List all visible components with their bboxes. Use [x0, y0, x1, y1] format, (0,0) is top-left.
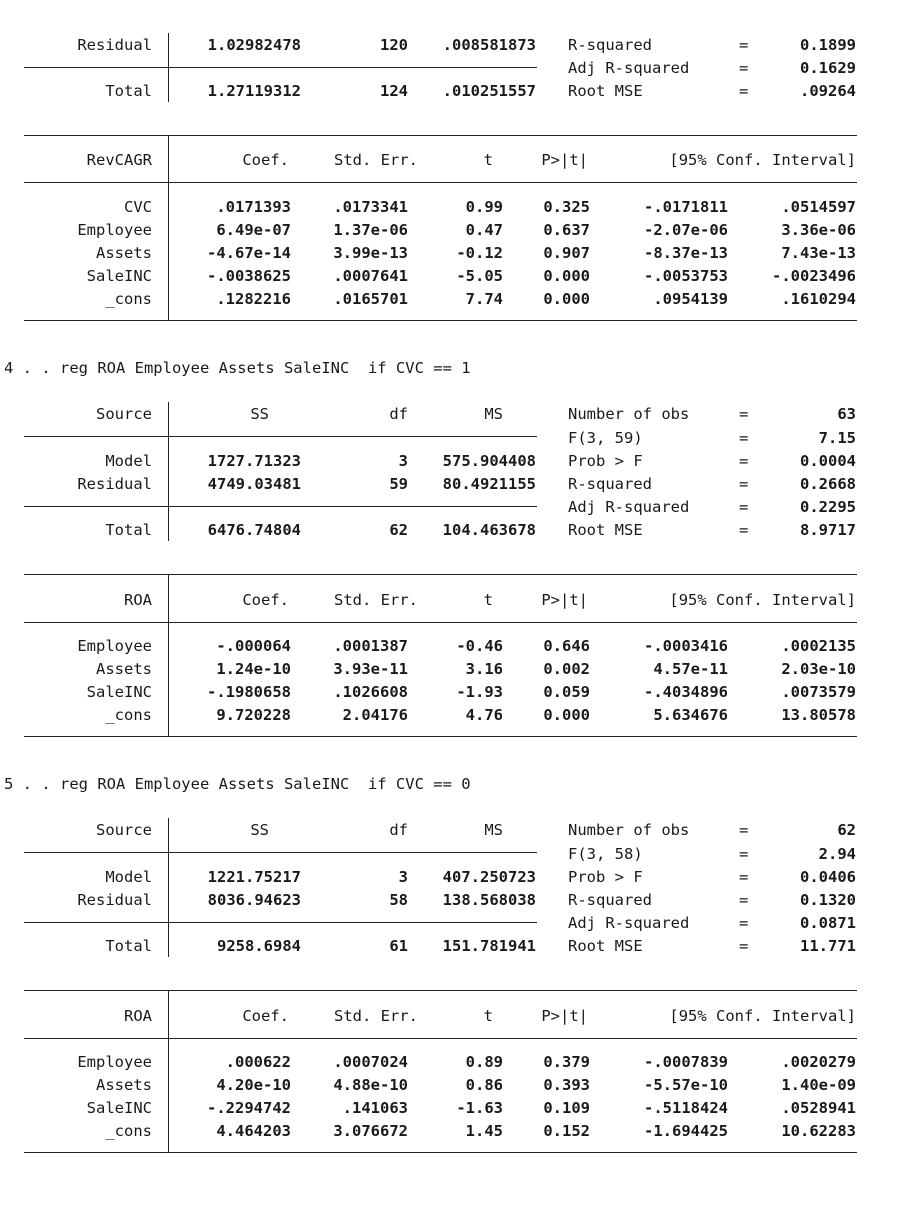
coef-header-coef: Coef.	[242, 1007, 289, 1025]
model-stat-value: 2.94	[818, 845, 856, 863]
ci-upper-value: 13.80578	[781, 706, 856, 724]
model-stat-equals: =	[739, 82, 749, 100]
ci-lower-value: 4.57e-11	[653, 660, 728, 678]
coef-value: .1282216	[216, 290, 291, 308]
stderr-value: .0007641	[333, 267, 408, 285]
t-value: 0.99	[465, 198, 503, 216]
model-stat-value: 7.15	[818, 429, 856, 447]
anova-ms-value: .008581873	[442, 36, 536, 54]
coef-header-depvar: ROA	[124, 591, 152, 609]
p-value: 0.000	[543, 267, 590, 285]
t-value: -5.05	[456, 267, 503, 285]
anova-df-value: 120	[380, 36, 408, 54]
anova-ss-value: 1221.75217	[207, 868, 301, 886]
anova-ss-value: 8036.94623	[207, 891, 301, 909]
command-line: 5 . . reg ROA Employee Assets SaleINC if CVC == 0	[4, 775, 471, 793]
anova-ms-value: .010251557	[442, 82, 536, 100]
coef-row-varname: SaleINC	[86, 683, 152, 701]
ci-lower-value: -.0007839	[644, 1053, 728, 1071]
coef-value: 6.49e-07	[216, 221, 291, 239]
model-stat-equals: =	[739, 405, 749, 423]
anova-header-ss: SS	[250, 821, 269, 839]
anova-divider-line	[24, 436, 537, 437]
t-value: 1.45	[465, 1122, 503, 1140]
coef-row-varname: SaleINC	[86, 1099, 152, 1117]
anova-df-value: 124	[380, 82, 408, 100]
model-stat-equals: =	[739, 891, 749, 909]
coef-table-bottom-line	[24, 320, 857, 321]
model-stat-label: Prob > F	[568, 868, 643, 886]
anova-header-source: Source	[96, 821, 152, 839]
ci-lower-value: -.0171811	[644, 198, 728, 216]
coef-value: 1.24e-10	[216, 660, 291, 678]
model-stat-label: Number of obs	[568, 821, 690, 839]
coef-value: 4.20e-10	[216, 1076, 291, 1094]
model-stat-value: 0.0004	[800, 452, 856, 470]
anova-df-value: 3	[398, 452, 408, 470]
model-stat-value: 0.0871	[800, 914, 856, 932]
model-stat-value: 0.1629	[800, 59, 856, 77]
stderr-value: 3.076672	[333, 1122, 408, 1140]
coef-row-varname: CVC	[124, 198, 152, 216]
model-stat-value: 63	[837, 405, 856, 423]
model-stat-equals: =	[739, 868, 749, 886]
ci-lower-value: -.0053753	[644, 267, 728, 285]
coef-column-separator	[168, 574, 169, 736]
coef-value: .0171393	[216, 198, 291, 216]
coef-row-varname: Employee	[77, 1053, 152, 1071]
anova-ss-value: 9258.6984	[217, 937, 301, 955]
t-value: -0.46	[456, 637, 503, 655]
model-stat-value: 0.2295	[800, 498, 856, 516]
anova-row-label: Total	[105, 82, 152, 100]
anova-ms-value: 104.463678	[442, 521, 536, 539]
t-value: 0.86	[465, 1076, 503, 1094]
anova-ss-value: 1727.71323	[207, 452, 301, 470]
coef-value: 9.720228	[216, 706, 291, 724]
anova-divider-line	[24, 506, 537, 507]
ci-upper-value: 10.62283	[781, 1122, 856, 1140]
anova-df-value: 61	[389, 937, 408, 955]
coef-header-stderr: Std. Err.	[334, 151, 418, 169]
model-stat-equals: =	[739, 429, 749, 447]
model-stat-label: R-squared	[568, 475, 652, 493]
ci-upper-value: .1610294	[781, 290, 856, 308]
ci-upper-value: .0002135	[781, 637, 856, 655]
ci-lower-value: -.5118424	[644, 1099, 728, 1117]
coef-header-coef: Coef.	[242, 151, 289, 169]
model-stat-label: Prob > F	[568, 452, 643, 470]
coef-value: -.0038625	[207, 267, 291, 285]
p-value: 0.000	[543, 290, 590, 308]
t-value: -1.63	[456, 1099, 503, 1117]
coef-header-t: t	[483, 1007, 493, 1025]
stderr-value: 1.37e-06	[333, 221, 408, 239]
coef-row-varname: _cons	[105, 1122, 152, 1140]
stderr-value: .0007024	[333, 1053, 408, 1071]
model-stat-equals: =	[739, 452, 749, 470]
coef-row-varname: Assets	[96, 660, 152, 678]
anova-row-label: Total	[105, 521, 152, 539]
ci-upper-value: .0528941	[781, 1099, 856, 1117]
ci-lower-value: -.0003416	[644, 637, 728, 655]
model-stat-label: Root MSE	[568, 521, 643, 539]
anova-row-label: Model	[105, 868, 152, 886]
coef-table-top-line	[24, 135, 857, 136]
coef-table-top-line	[24, 574, 857, 575]
anova-column-separator	[168, 818, 169, 957]
coef-row-varname: _cons	[105, 290, 152, 308]
model-stat-label: Root MSE	[568, 937, 643, 955]
model-stat-label: F(3, 59)	[568, 429, 643, 447]
coef-header-p: P>|t|	[541, 591, 588, 609]
anova-header-ms: MS	[484, 821, 503, 839]
coef-row-varname: Assets	[96, 244, 152, 262]
model-stat-value: 11.771	[800, 937, 856, 955]
stderr-value: .1026608	[333, 683, 408, 701]
anova-header-df: df	[389, 821, 408, 839]
ci-upper-value: .0514597	[781, 198, 856, 216]
coef-row-varname: Employee	[77, 221, 152, 239]
p-value: 0.109	[543, 1099, 590, 1117]
anova-header-ss: SS	[250, 405, 269, 423]
coef-table-header-line	[24, 182, 857, 183]
model-stat-equals: =	[739, 914, 749, 932]
stderr-value: 4.88e-10	[333, 1076, 408, 1094]
coef-header-ci: [95% Conf. Interval]	[669, 151, 856, 169]
coef-header-p: P>|t|	[541, 1007, 588, 1025]
model-stat-label: R-squared	[568, 891, 652, 909]
model-stat-value: 0.1320	[800, 891, 856, 909]
model-stat-value: .09264	[800, 82, 856, 100]
coef-column-separator	[168, 990, 169, 1152]
coef-header-t: t	[483, 151, 493, 169]
coef-header-coef: Coef.	[242, 591, 289, 609]
model-stat-equals: =	[739, 937, 749, 955]
p-value: 0.393	[543, 1076, 590, 1094]
ci-lower-value: -2.07e-06	[644, 221, 728, 239]
coef-header-stderr: Std. Err.	[334, 1007, 418, 1025]
command-line: 4 . . reg ROA Employee Assets SaleINC if CVC == 1	[4, 359, 471, 377]
anova-header-ms: MS	[484, 405, 503, 423]
anova-column-separator	[168, 33, 169, 102]
anova-ms-value: 151.781941	[442, 937, 536, 955]
anova-df-value: 59	[389, 475, 408, 493]
anova-divider-line	[24, 852, 537, 853]
model-stat-label: Root MSE	[568, 82, 643, 100]
coef-row-varname: _cons	[105, 706, 152, 724]
model-stat-equals: =	[739, 59, 749, 77]
ci-lower-value: -5.57e-10	[644, 1076, 728, 1094]
anova-ss-value: 4749.03481	[207, 475, 301, 493]
coef-table-top-line	[24, 990, 857, 991]
coef-header-ci: [95% Conf. Interval]	[669, 591, 856, 609]
t-value: 4.76	[465, 706, 503, 724]
coef-column-separator	[168, 135, 169, 320]
anova-ms-value: 138.568038	[442, 891, 536, 909]
stderr-value: .141063	[342, 1099, 408, 1117]
anova-ss-value: 6476.74804	[207, 521, 301, 539]
coef-value: -.2294742	[207, 1099, 291, 1117]
stderr-value: 2.04176	[342, 706, 408, 724]
coef-header-depvar: RevCAGR	[86, 151, 152, 169]
coef-row-varname: Employee	[77, 637, 152, 655]
ci-upper-value: .0020279	[781, 1053, 856, 1071]
anova-ms-value: 80.4921155	[442, 475, 536, 493]
model-stat-value: 8.9717	[800, 521, 856, 539]
stderr-value: 3.99e-13	[333, 244, 408, 262]
anova-ms-value: 407.250723	[442, 868, 536, 886]
anova-row-label: Model	[105, 452, 152, 470]
model-stat-value: 62	[837, 821, 856, 839]
p-value: 0.325	[543, 198, 590, 216]
ci-upper-value: 2.03e-10	[781, 660, 856, 678]
model-stat-value: 0.2668	[800, 475, 856, 493]
ci-lower-value: .0954139	[653, 290, 728, 308]
p-value: 0.152	[543, 1122, 590, 1140]
ci-lower-value: -1.694425	[644, 1122, 728, 1140]
coef-header-depvar: ROA	[124, 1007, 152, 1025]
ci-lower-value: -.4034896	[644, 683, 728, 701]
model-stat-label: Adj R-squared	[568, 914, 690, 932]
coef-row-varname: Assets	[96, 1076, 152, 1094]
stderr-value: .0165701	[333, 290, 408, 308]
ci-upper-value: 1.40e-09	[781, 1076, 856, 1094]
anova-column-separator	[168, 402, 169, 541]
model-stat-label: F(3, 58)	[568, 845, 643, 863]
coef-value: .000622	[225, 1053, 291, 1071]
model-stat-equals: =	[739, 845, 749, 863]
t-value: 0.89	[465, 1053, 503, 1071]
ci-upper-value: .0073579	[781, 683, 856, 701]
p-value: 0.002	[543, 660, 590, 678]
coef-table-bottom-line	[24, 736, 857, 737]
p-value: 0.646	[543, 637, 590, 655]
coef-table-header-line	[24, 622, 857, 623]
t-value: 3.16	[465, 660, 503, 678]
model-stat-equals: =	[739, 475, 749, 493]
coef-value: -.000064	[216, 637, 291, 655]
model-stat-label: Adj R-squared	[568, 498, 690, 516]
coef-value: -.1980658	[207, 683, 291, 701]
ci-upper-value: 3.36e-06	[781, 221, 856, 239]
model-stat-equals: =	[739, 36, 749, 54]
stderr-value: .0001387	[333, 637, 408, 655]
coef-header-stderr: Std. Err.	[334, 591, 418, 609]
coef-row-varname: SaleINC	[86, 267, 152, 285]
model-stat-label: R-squared	[568, 36, 652, 54]
anova-df-value: 3	[398, 868, 408, 886]
anova-header-df: df	[389, 405, 408, 423]
coef-value: 4.464203	[216, 1122, 291, 1140]
t-value: -1.93	[456, 683, 503, 701]
p-value: 0.379	[543, 1053, 590, 1071]
coef-header-t: t	[483, 591, 493, 609]
t-value: 0.47	[465, 221, 503, 239]
coef-table-header-line	[24, 1038, 857, 1039]
anova-ss-value: 1.02982478	[207, 36, 301, 54]
anova-divider-line	[24, 67, 537, 68]
coef-header-p: P>|t|	[541, 151, 588, 169]
stderr-value: 3.93e-11	[333, 660, 408, 678]
ci-upper-value: 7.43e-13	[781, 244, 856, 262]
model-stat-label: Number of obs	[568, 405, 690, 423]
ci-lower-value: 5.634676	[653, 706, 728, 724]
anova-row-label: Residual	[77, 475, 152, 493]
anova-header-source: Source	[96, 405, 152, 423]
p-value: 0.907	[543, 244, 590, 262]
ci-upper-value: -.0023496	[772, 267, 856, 285]
anova-ss-value: 1.27119312	[207, 82, 301, 100]
ci-lower-value: -8.37e-13	[644, 244, 728, 262]
anova-row-label: Residual	[77, 891, 152, 909]
model-stat-equals: =	[739, 498, 749, 516]
model-stat-value: 0.0406	[800, 868, 856, 886]
model-stat-equals: =	[739, 821, 749, 839]
stderr-value: .0173341	[333, 198, 408, 216]
p-value: 0.000	[543, 706, 590, 724]
anova-row-label: Residual	[77, 36, 152, 54]
coef-table-bottom-line	[24, 1152, 857, 1153]
t-value: -0.12	[456, 244, 503, 262]
anova-df-value: 62	[389, 521, 408, 539]
t-value: 7.74	[465, 290, 503, 308]
model-stat-label: Adj R-squared	[568, 59, 690, 77]
coef-value: -4.67e-14	[207, 244, 291, 262]
anova-ms-value: 575.904408	[442, 452, 536, 470]
anova-row-label: Total	[105, 937, 152, 955]
coef-header-ci: [95% Conf. Interval]	[669, 1007, 856, 1025]
p-value: 0.637	[543, 221, 590, 239]
model-stat-value: 0.1899	[800, 36, 856, 54]
anova-df-value: 58	[389, 891, 408, 909]
p-value: 0.059	[543, 683, 590, 701]
model-stat-equals: =	[739, 521, 749, 539]
anova-divider-line	[24, 922, 537, 923]
